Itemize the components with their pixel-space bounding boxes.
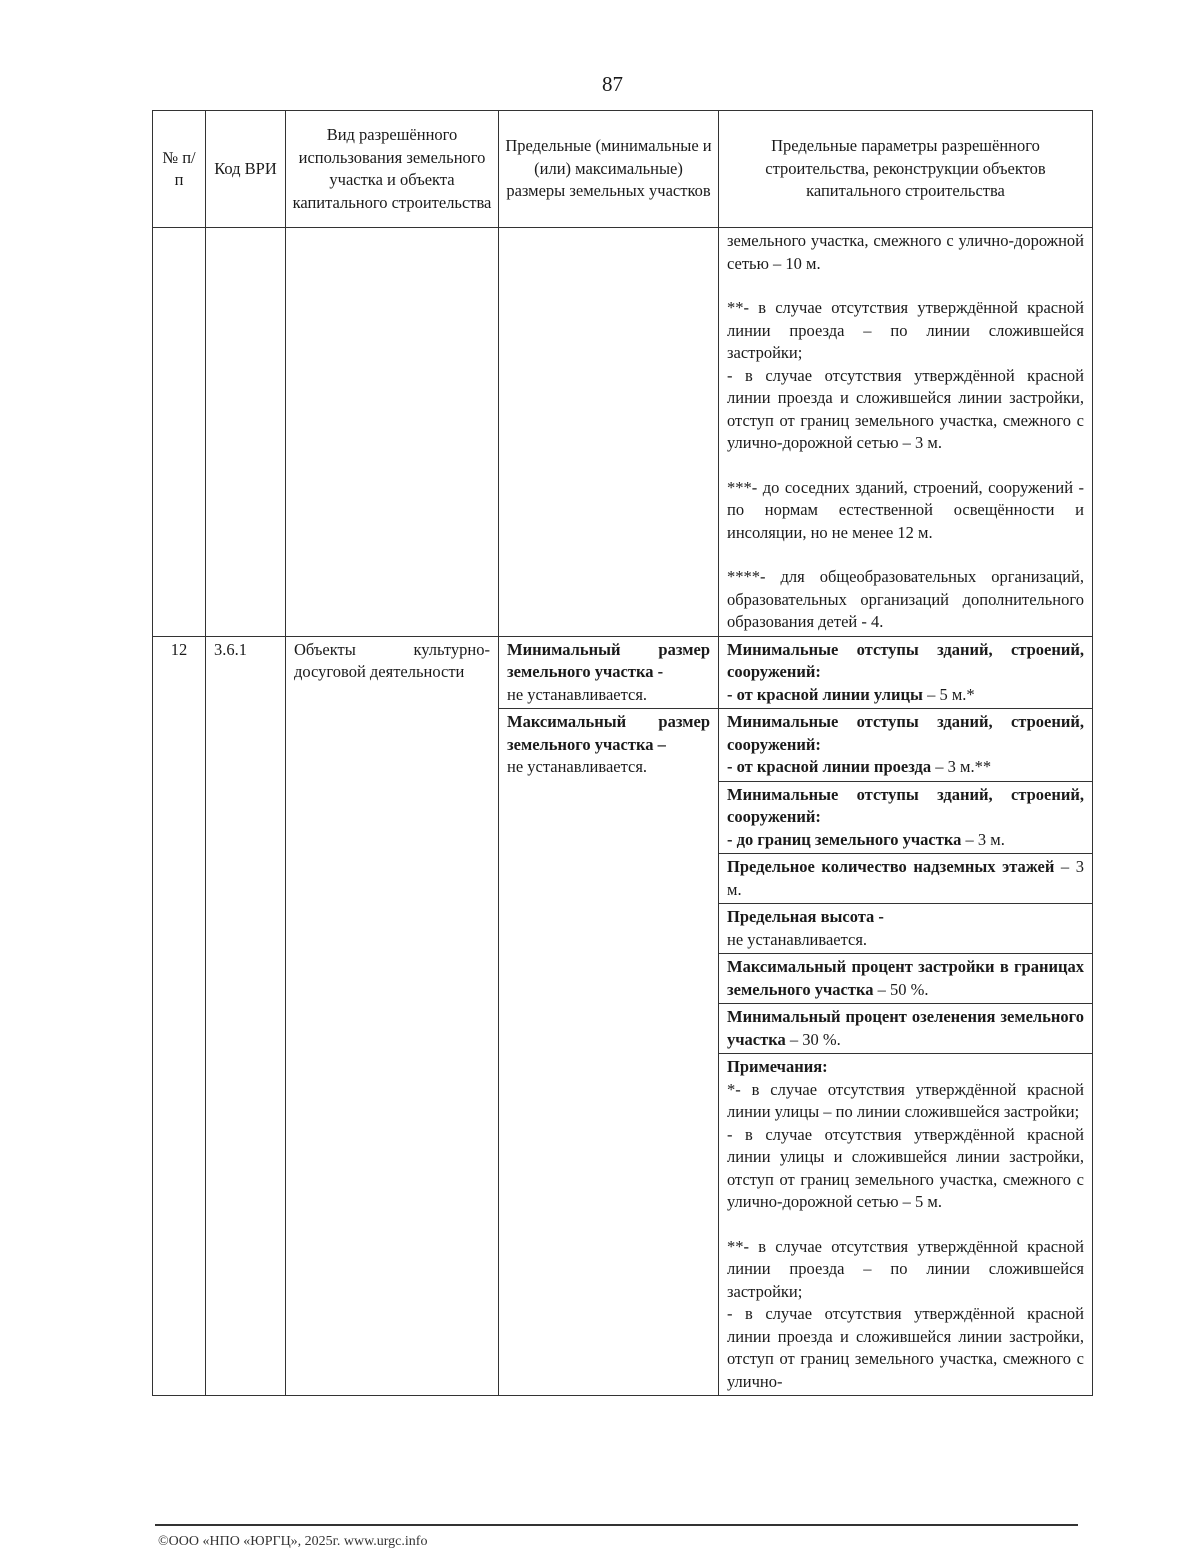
notes-cell [719, 1054, 1093, 1396]
header-code: Код ВРИ [206, 111, 286, 228]
param-3-label: Минимальные отступы зданий, строений, сооружений: [727, 784, 1084, 826]
note-1: *- в случае отсутствия утверждённой красной линии улицы – по линии сложившейся застройки; [727, 1079, 1084, 1121]
max-size-value: не устанавливается. [507, 757, 648, 776]
table-header-row [153, 111, 1093, 228]
vri-code: 3.6.1 [206, 636, 286, 1396]
param-3-value: – 3 м. [961, 829, 1005, 849]
param-cell-1 [719, 636, 1093, 709]
cell-vri-empty [286, 228, 499, 637]
cell-params-continued [719, 228, 1093, 637]
note-2: - в случае отсутствия утверждённой красной линии улицы и сложившейся линии застройки, отступ от границ земельного участка, смежного с улично-дорожной сетью – 5 м. [727, 1124, 1084, 1211]
min-size-cell [499, 636, 719, 709]
note-4: - в случае отсутствия утверждённой красной линии проезда и сложившейся линии застройки, отступ от границ земельного участка, смежного с улично- [727, 1304, 1084, 1391]
param-3-sublabel: - до границ земельного участка [727, 829, 962, 849]
param-1-value: – 5 м.* [922, 684, 975, 704]
param-4-value: – 3 м. [727, 857, 1084, 899]
max-size-label: Максимальный размер земельного участка – [507, 712, 710, 754]
continued-text-3: - в случае отсутствия утверждённой красной линии проезда и сложившейся линии застройки, отступ от границ земельного участка, смежного с улично-дорожной сетью – 3 м. [727, 365, 1084, 452]
param-5-label: Предельная высота - [727, 907, 884, 926]
page-number: 87 [602, 72, 623, 96]
min-size-value: не устанавливается. [507, 684, 648, 704]
row-number: 12 [153, 636, 206, 1396]
header-num: № п/п [153, 111, 206, 228]
note-3: **- в случае отсутствия утверждённой красной линии проезда – по линии сложившейся застройки; [727, 1236, 1084, 1301]
cell-code-empty [206, 228, 286, 637]
vri-name: Объекты культурно-досуговой деятельности [286, 636, 499, 1396]
param-cell-3 [719, 781, 1093, 854]
param-cell-7 [719, 1004, 1093, 1054]
param-7-label: Минимальный процент озеленения земельного участка [727, 1007, 1084, 1049]
param-7-value: – 30 %. [785, 1029, 841, 1049]
footer-divider [155, 1524, 1078, 1526]
table-row-12 [153, 636, 1093, 709]
cell-sizes-empty [499, 228, 719, 637]
param-5-value: не устанавливается. [727, 929, 868, 949]
notes-title: Примечания: [727, 1057, 828, 1076]
param-1-label: Минимальные отступы зданий, строений, сооружений: [727, 639, 1084, 681]
param-1-sublabel: - от красной линии улицы [727, 684, 923, 704]
min-size-label: Минимальный размер земельного участка - [507, 639, 710, 681]
header-sizes: Предельные (минимальные и (или) максимальные) размеры земельных участков [499, 111, 719, 228]
param-4-label: Предельное количество надземных этажей [727, 857, 1055, 876]
param-6-value: – 50 %. [873, 979, 929, 999]
table-row-continued [153, 228, 1093, 637]
header-vri: Вид разрешённого использования земельного участка и объекта капитального строительства [286, 111, 499, 228]
continued-text-1: земельного участка, смежного с улично-дорожной сетью – 10 м. [727, 231, 1084, 273]
param-6-label: Максимальный процент застройки в границах земельного участка [727, 957, 1084, 999]
param-2-sublabel: - от красной линии проезда [727, 757, 932, 776]
continued-text-4: ***- до соседних зданий, строений, сооружений - по нормам естественной освещённости и инсоляции, но не менее 12 м. [727, 477, 1084, 542]
header-params: Предельные параметры разрешённого строительства, реконструкции объектов капитального строительства [719, 111, 1093, 228]
param-cell-5 [719, 904, 1093, 954]
zoning-table [152, 110, 1093, 1396]
cell-num-empty [153, 228, 206, 637]
param-cell-4 [719, 854, 1093, 904]
continued-text-5: ****- для общеобразовательных организаций, образовательных организаций дополнительного образования детей - 4. [727, 567, 1084, 631]
param-2-value: – 3 м.** [931, 757, 992, 776]
param-2-label: Минимальные отступы зданий, строений, сооружений: [727, 712, 1084, 754]
footer-copyright: ©ООО «НПО «ЮРГЦ», 2025г. www.urgc.info [158, 1534, 428, 1549]
param-cell-6 [719, 954, 1093, 1004]
max-size-cell [499, 709, 719, 1396]
param-cell-2 [719, 709, 1093, 782]
continued-text-2: **- в случае отсутствия утверждённой красной линии проезда – по линии сложившейся застройки; [727, 298, 1084, 362]
